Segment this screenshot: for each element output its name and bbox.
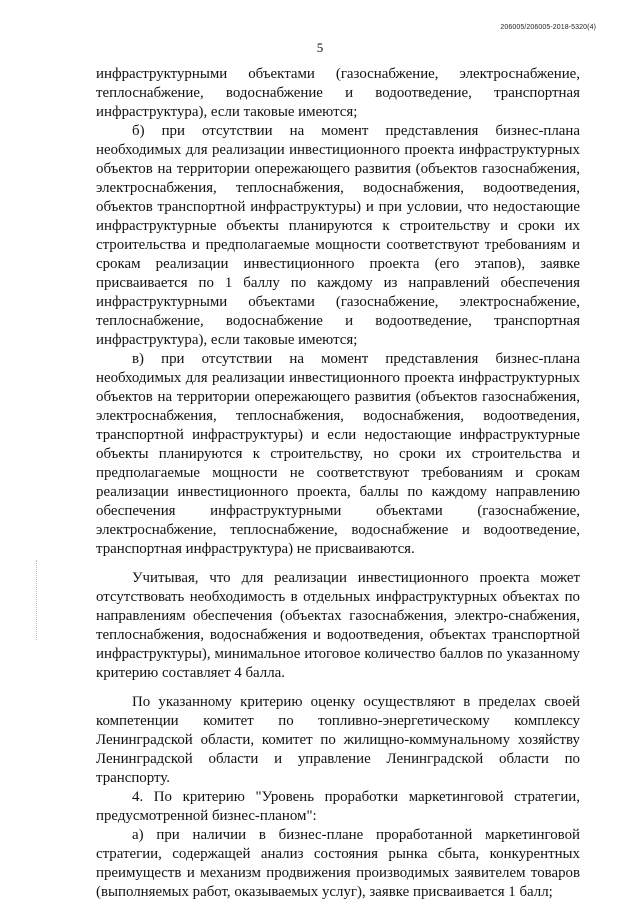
document-body	[96, 65, 580, 902]
paragraph-minimum-score: Учитывая, что для реализации инвестиционного проекта может отсутствовать необходимость в отдельных инфраструктурных объектах по направлениям обеспечения (объектах газоснабжения, электро-снабжения, теплоснабжения, водоснабжения и водоотведения, объектах транспортной инфраструктуры), минимальное итоговое количество баллов по указанному критерию составляет 4 балла.	[96, 570, 580, 681]
paragraph-competence: По указанному критерию оценку осуществляют в пределах своей компетенции комитет по топливно-энергетическому комплексу Ленинградской области, комитет по жилищно-коммунальному хозяйству Ленинградской области и управление Ленинградской области по транспорту.	[96, 694, 580, 786]
paragraph-continuation: инфраструктурными объектами (газоснабжение, электроснабжение, теплоснабжение, водоснабжение и водоотведение, транспортная инфраструктура), если таковые имеются;	[96, 66, 580, 120]
paragraph-v: в) при отсутствии на момент представления бизнес-плана необходимых для реализации инвестиционного проекта инфраструктурных объектов на территории опережающего развития (объектов газоснабжения, электроснабжения, теплоснабжения, водоснабжения, водоотведения, транспортной инфраструктуры) и если недостающие инфраструктурные объекты планируются к строительству, но сроки их строительства и предполагаемые мощности не соответствуют требованиям и срокам реализации инвестиционного проекта, баллы по каждому направлению обеспечения инфраструктурными объектами (газоснабжение, электроснабжение, теплоснабжение, водоснабжение и водоотведение, транспортная инфраструктура) не присваиваются.	[96, 351, 580, 557]
paragraph-b: б) при отсутствии на момент представления бизнес-плана необходимых для реализации инвестиционного проекта инфраструктурных объектов на территории опережающего развития (объектов газоснабжения, электроснабжения, теплоснабжения, водоснабжения, водоотведения, объектов транспортной инфраструктуры) и при условии, что недостающие инфраструктурные объекты планируются к строительству и сроки их строительства и предполагаемые мощности соответствуют требованиям и срокам реализации инвестиционного проекта (его этапов), заявке присваивается по 1 баллу по каждому из направлений обеспечения инфраструктурными объектами (газоснабжение, электроснабжение, теплоснабжение, водоснабжение и водоотведение, транспортная инфраструктура), если таковые имеются;	[96, 123, 580, 348]
margin-mark	[36, 560, 38, 640]
document-id: 206005/206005-2018-5320(4)	[500, 24, 596, 31]
paragraph-a: а) при наличии в бизнес-плане проработанной маркетинговой стратегии, содержащей анализ состояния рынка сбыта, конкурентных преимуществ и механизм продвижения производимых заявителем товаров (выполняемых работ, оказываемых услуг), заявке присваивается 1 балл;	[96, 827, 580, 900]
page-number: 5	[316, 40, 324, 55]
paragraph-criterion-4: 4. По критерию "Уровень проработки маркетинговой стратегии, предусмотренной бизнес-планом":	[96, 789, 580, 824]
